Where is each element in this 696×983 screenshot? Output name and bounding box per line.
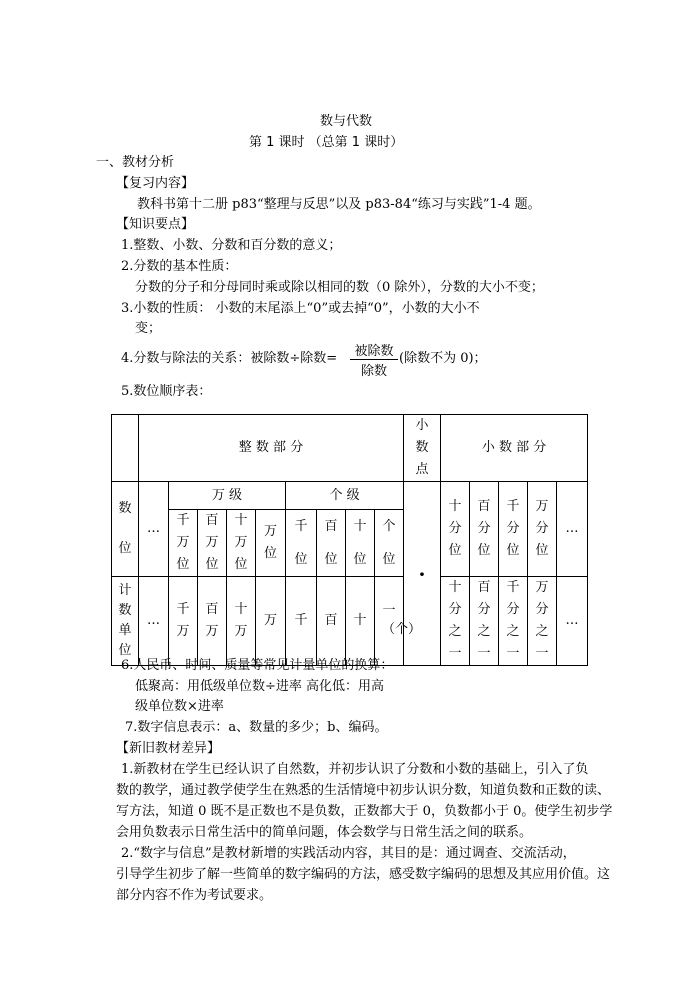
lesson-line: 第 1 课时 （总第 1 课时） <box>249 135 404 150</box>
ellipsis-left: … <box>139 577 169 666</box>
place-value-table <box>111 414 588 666</box>
knowledge-item-4-suffix: (除数不为 0)； <box>399 351 487 366</box>
knowledge-item-6: 6.人民币、时间、质量等常见计量单位的换算： <box>121 658 394 673</box>
fraction-numerator: 被除数 <box>354 344 394 359</box>
decimal-point-header: 小数点 <box>404 415 441 482</box>
review-text: 教科书第十二册 p83“整理与反思”以及 p83-84“练习与实践”1-4 题。 <box>137 197 541 212</box>
knowledge-item-2-detail: 分数的分子和分母同时乘或除以相同的数（0 除外），分数的大小不变； <box>135 280 544 295</box>
unit-cell: 万 <box>256 577 286 666</box>
row-label-digit: 数位 <box>112 482 139 577</box>
ellipsis-right: … <box>557 577 588 666</box>
decimal-part-header: 小 数 部 分 <box>441 415 588 482</box>
review-heading: 【复习内容】 <box>116 176 195 191</box>
unit-cell: 千万 <box>169 577 198 666</box>
digit-cell: 十位 <box>346 510 375 577</box>
decimal-point: · <box>404 482 441 666</box>
knowledge-heading: 【知识要点】 <box>116 217 195 232</box>
digit-cell: 个位 <box>375 510 404 577</box>
paragraph-1-line-2: 数的教学，通过教学使学生在熟悉的生活情境中初步认识分数，知道负数和正数的读、 <box>116 783 611 798</box>
ge-level: 个 级 <box>286 482 404 510</box>
paragraph-2-line-1: 2.“数字与信息”是教材新增的实践活动内容，其目的是：通过调查、交流活动， <box>121 846 576 861</box>
digit-cell: 万位 <box>256 510 286 577</box>
knowledge-item-5: 5.数位顺序表： <box>121 384 212 399</box>
paragraph-1-line-4: 会用负数表示日常生活中的简单问题，体会数学与日常生活之间的联系。 <box>116 825 533 840</box>
paragraph-2-line-2: 引导学生初步了解一些简单的数字编码的方法，感受数字编码的思想及其应用价值。这 <box>116 867 611 882</box>
knowledge-item-7: 7.数字信息表示：a、数量的多少；b、编码。 <box>125 720 388 735</box>
paragraph-1-line-3: 写方法，知道 0 既不是正数也不是负数，正数都大于 0，负数都小于 0。使学生初步学 <box>116 804 613 819</box>
unit-cell: 一（个） <box>375 577 404 666</box>
paragraph-2-line-3: 部分内容不作为考试要求。 <box>116 888 273 903</box>
fraction <box>350 340 398 379</box>
unit-cell: 十分之一 <box>441 577 470 666</box>
knowledge-item-2: 2.分数的基本性质： <box>121 259 238 274</box>
section-heading: 一、教材分析 <box>96 155 175 170</box>
page-title: 数与代数 <box>320 114 373 129</box>
new-old-heading: 【新旧教材差异】 <box>116 741 221 756</box>
digit-cell: 百位 <box>317 510 346 577</box>
digit-cell: 千位 <box>286 510 317 577</box>
paragraph-1-line-1: 1.新教材在学生已经认识了自然数，并初步认识了分数和小数的基础上，引入了负 <box>121 762 589 777</box>
knowledge-item-6-a: 低聚高：用低级单位数÷进率 高化低：用高 <box>135 679 385 694</box>
row-label-unit: 计数单位 <box>112 577 139 666</box>
unit-cell: 十 <box>346 577 375 666</box>
table-corner <box>112 415 139 482</box>
knowledge-item-4: 4.分数与除法的关系：被除数÷除数= <box>121 351 338 366</box>
knowledge-item-3: 3.小数的性质： 小数的末尾添上“0”或去掉“0”，小数的大小不 <box>121 301 480 316</box>
digit-cell: 十分位 <box>441 482 470 577</box>
unit-cell: 万分之一 <box>528 577 557 666</box>
knowledge-item-6-b: 级单位数×进率 <box>135 699 224 714</box>
unit-cell: 千分之一 <box>499 577 528 666</box>
knowledge-item-3-cont: 变； <box>135 321 162 336</box>
knowledge-item-1: 1.整数、小数、分数和百分数的意义； <box>121 238 342 253</box>
ellipsis-right: … <box>557 482 588 577</box>
digit-cell: 万分位 <box>528 482 557 577</box>
unit-cell: 千 <box>286 577 317 666</box>
unit-cell: 百 <box>317 577 346 666</box>
digit-cell: 千万位 <box>169 510 198 577</box>
digit-cell: 十万位 <box>227 510 256 577</box>
wan-level: 万 级 <box>169 482 286 510</box>
digit-cell: 百万位 <box>198 510 227 577</box>
digit-cell: 千分位 <box>499 482 528 577</box>
unit-cell: 十万 <box>227 577 256 666</box>
fraction-denominator: 除数 <box>360 364 387 379</box>
integer-part-header: 整 数 部 分 <box>139 415 404 482</box>
digit-cell: 百分位 <box>470 482 499 577</box>
ellipsis-left: … <box>139 482 169 577</box>
unit-cell: 百万 <box>198 577 227 666</box>
unit-cell: 百分之一 <box>470 577 499 666</box>
